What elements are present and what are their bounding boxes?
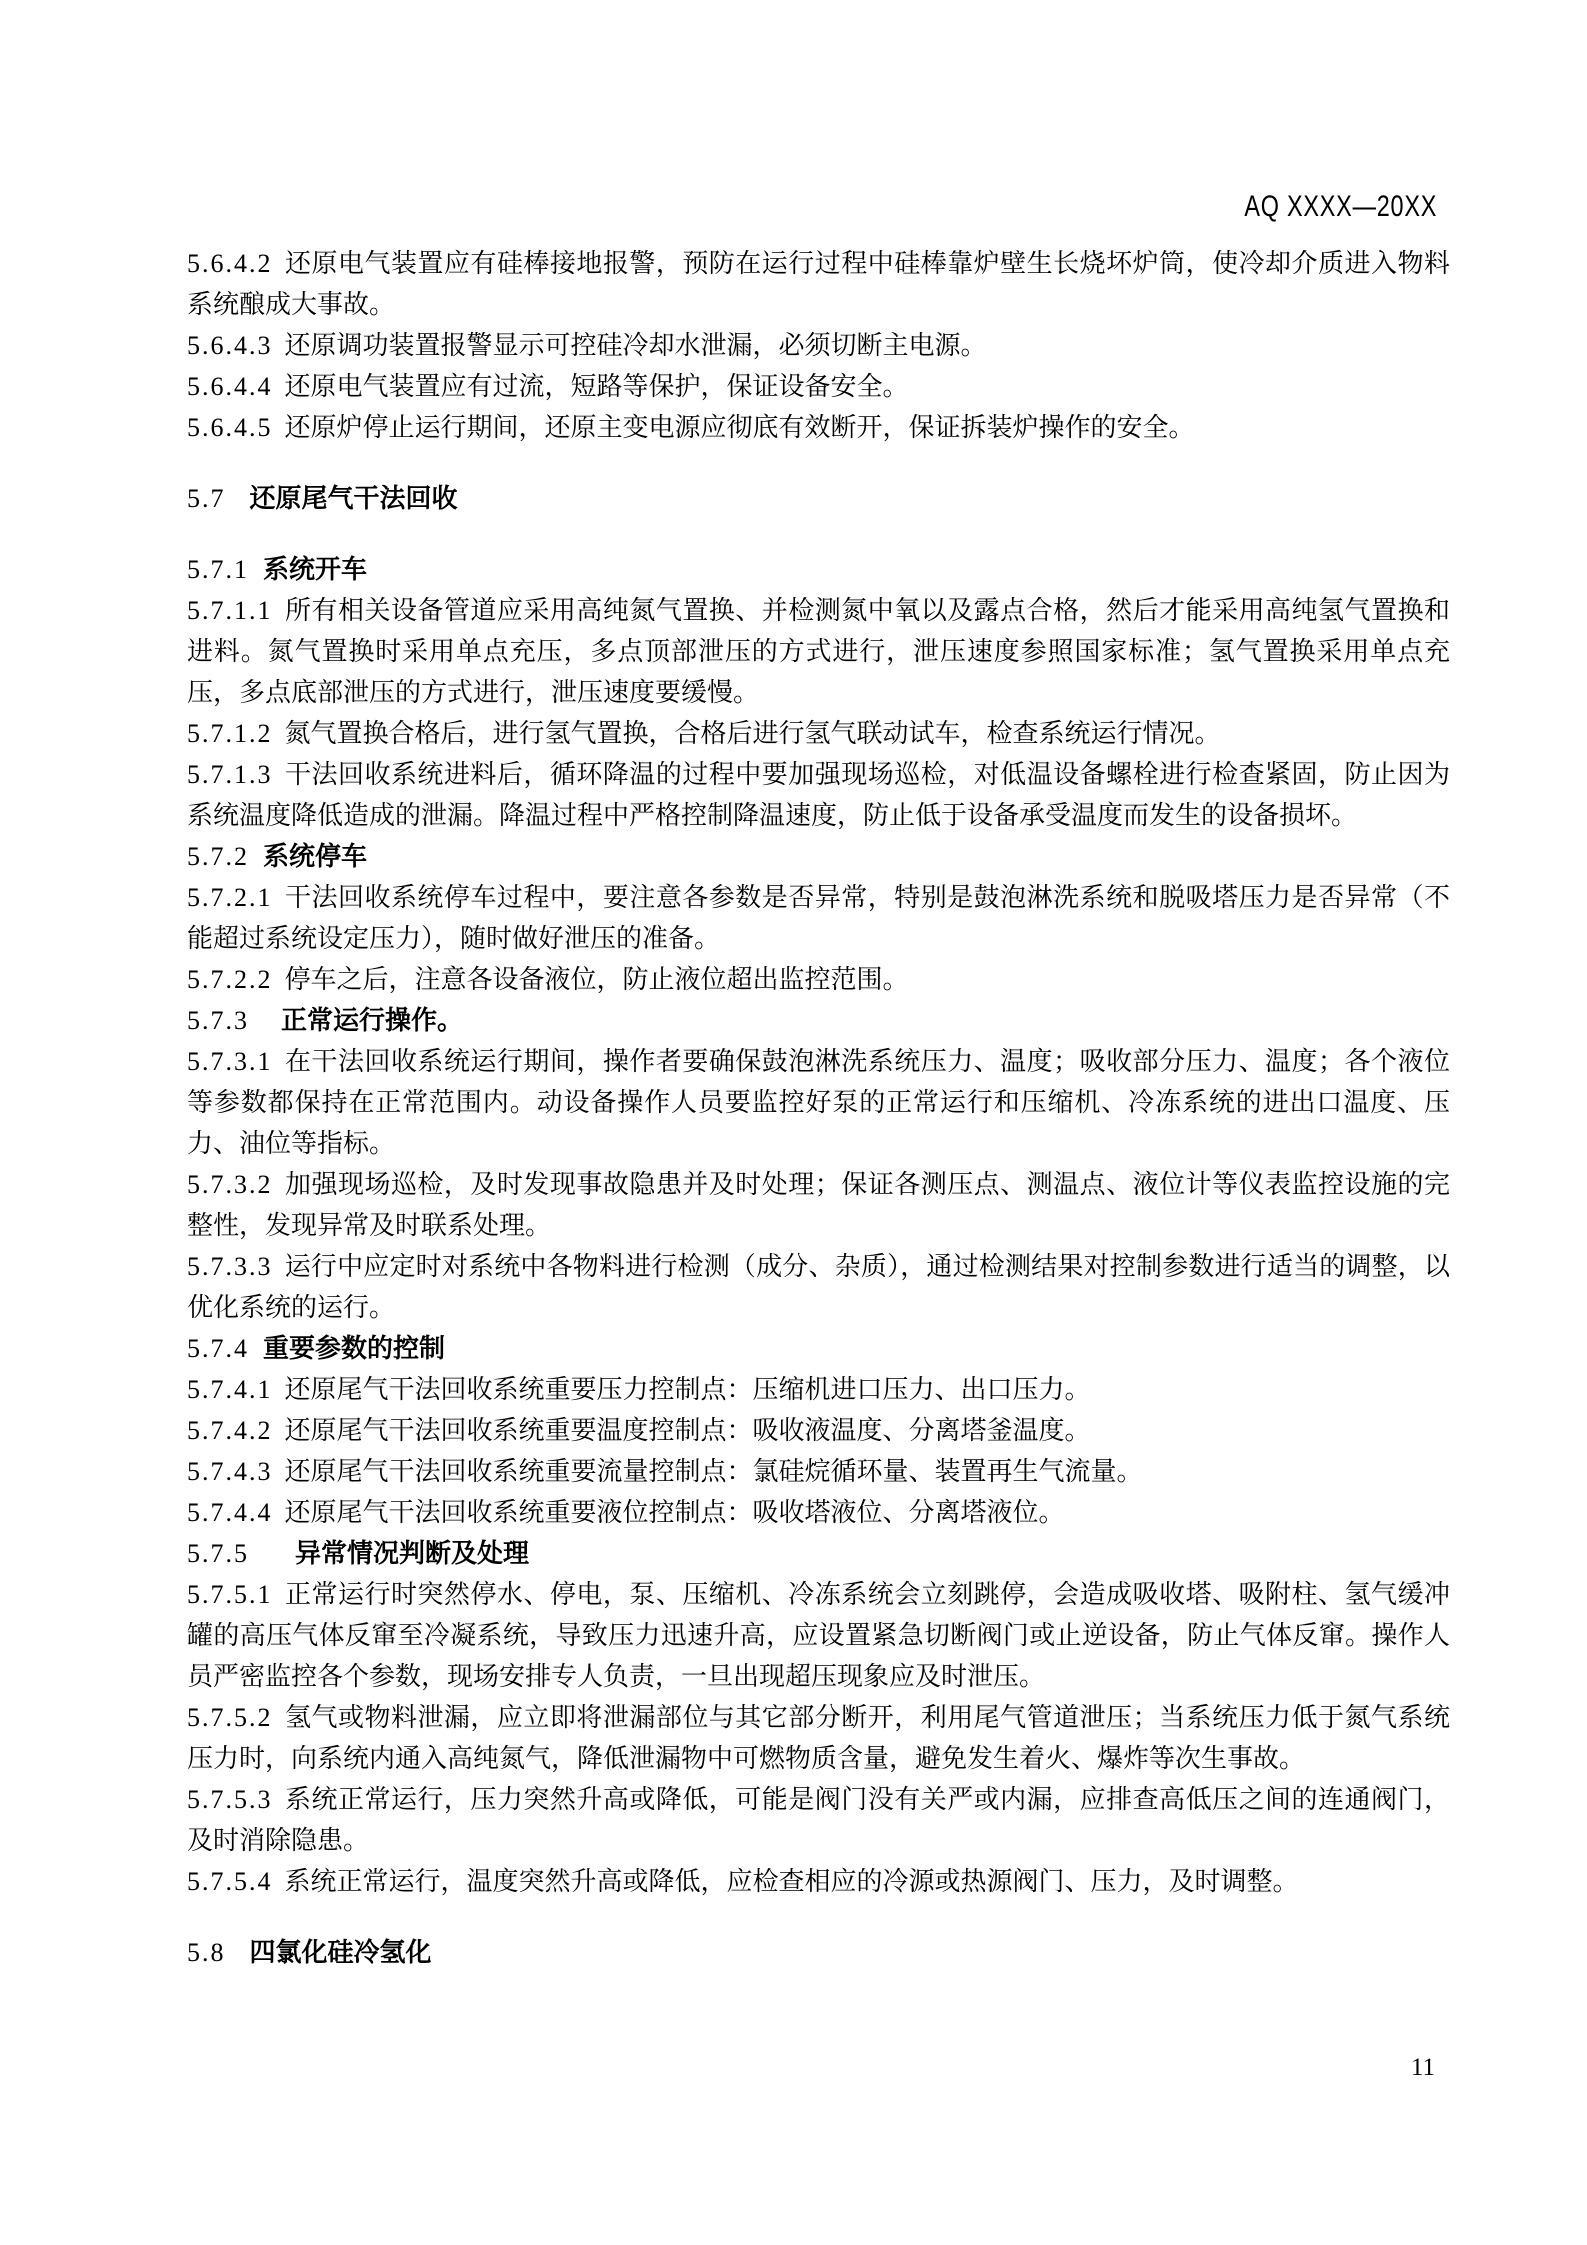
clause-paragraph: [187, 877, 1450, 959]
clause-text: 还原尾气干法回收系统重要流量控制点：氯硅烷循环量、装置再生气流量。: [284, 1457, 1143, 1486]
clause-text: 在干法回收系统运行期间，操作者要确保鼓泡淋洗系统压力、温度；吸收部分压力、温度；各个液位等参数都保持在正常范围内。动设备操作人员要监控好泵的正常运行和压缩机、冷冻系统的进出口温度、压力、油位等指标。: [187, 1047, 1450, 1158]
clause-text: 所有相关设备管道应采用高纯氮气置换、并检测氮中氧以及露点合格，然后才能采用高纯氢气置换和进料。氮气置换时采用单点充压，多点顶部泄压的方式进行，泄压速度参照国家标准；氢气置换采用单点充压，多点底部泄压的方式进行，泄压速度要缓慢。: [187, 596, 1450, 707]
section-heading: [187, 1000, 1450, 1041]
clause-paragraph: [187, 1492, 1450, 1533]
clause-number: 5.7.5.2: [187, 1703, 273, 1732]
clause-paragraph: [187, 1574, 1450, 1697]
clause-number: 5.7.1.2: [187, 719, 273, 748]
clause-number: 5.7.5: [187, 1539, 249, 1568]
clause-paragraph: [187, 1410, 1450, 1451]
clause-number: 5.7.1: [187, 555, 249, 584]
page-header-standard-code: AQ XXXX—20XX: [1244, 190, 1437, 223]
clause-text: 重要参数的控制: [263, 1333, 446, 1363]
section-heading: [187, 1328, 1450, 1369]
clause-paragraph: [187, 1041, 1450, 1164]
clause-text: 运行中应定时对系统中各物料进行检测（成分、杂质），通过检测结果对控制参数进行适当的调整，以优化系统的运行。: [187, 1252, 1450, 1322]
clause-text: 系统正常运行，压力突然升高或降低，可能是阀门没有关严或内漏，应排查高低压之间的连通阀门，及时消除隐患。: [187, 1785, 1450, 1855]
clause-text: 干法回收系统停车过程中，要注意各参数是否异常，特别是鼓泡淋洗系统和脱吸塔压力是否异常（不能超过系统设定压力），随时做好泄压的准备。: [187, 883, 1450, 953]
clause-number: 5.7.5.3: [187, 1785, 273, 1814]
clause-text: 系统正常运行，温度突然升高或降低，应检查相应的冷源或热源阀门、压力，及时调整。: [284, 1867, 1299, 1896]
clause-number: 5.7.5.4: [187, 1867, 273, 1896]
clause-number: 5.7.4.3: [187, 1457, 273, 1486]
clause-text: 还原电气装置应有过流，短路等保护，保证设备安全。: [284, 372, 909, 401]
clause-text: 氮气置换合格后，进行氢气置换，合格后进行氢气联动试车，检查系统运行情况。: [284, 719, 1221, 748]
clause-number: 5.7.4.1: [187, 1375, 273, 1404]
clause-paragraph: [187, 590, 1450, 713]
clause-number: 5.7.4.4: [187, 1498, 273, 1527]
clause-number: 5.7.4: [187, 1334, 249, 1363]
clause-paragraph: [187, 959, 1450, 1000]
clause-paragraph: [187, 243, 1450, 325]
clause-paragraph: [187, 407, 1450, 448]
clause-text: 系统停车: [263, 841, 368, 871]
clause-number: 5.7.5.1: [187, 1580, 273, 1609]
clause-text: 还原尾气干法回收系统重要液位控制点：吸收塔液位、分离塔液位。: [284, 1498, 1065, 1527]
clause-number: 5.6.4.5: [187, 413, 273, 442]
clause-number: 5.6.4.3: [187, 331, 273, 360]
clause-text: 还原电气装置应有硅棒接地报警，预防在运行过程中硅棒靠炉壁生长烧坏炉筒，使冷却介质进入物料系统酿成大事故。: [187, 249, 1450, 319]
clause-text: 还原炉停止运行期间，还原主变电源应彻底有效断开，保证拆装炉操作的安全。: [284, 413, 1195, 442]
clause-paragraph: [187, 1779, 1450, 1861]
clause-paragraph: [187, 713, 1450, 754]
clause-number: 5.7.2.2: [187, 965, 273, 994]
clause-number: 5.7.1.1: [187, 596, 273, 625]
clause-text: 正常运行操作。: [281, 1005, 464, 1035]
clause-text: 异常情况判断及处理: [295, 1538, 530, 1568]
clause-number: 5.7.4.2: [187, 1416, 273, 1445]
section-heading: [187, 836, 1450, 877]
clause-paragraph: [187, 754, 1450, 836]
clause-number: 5.6.4.4: [187, 372, 273, 401]
clause-text: 四氯化硅冷氢化: [249, 1937, 432, 1967]
clause-paragraph: [187, 1164, 1450, 1246]
clause-text: 还原尾气干法回收: [249, 483, 458, 513]
clause-text: 还原调功装置报警显示可控硅冷却水泄漏，必须切断主电源。: [284, 331, 987, 360]
clause-paragraph: [187, 1697, 1450, 1779]
clause-paragraph: [187, 325, 1450, 366]
section-heading: [187, 478, 1450, 519]
clause-paragraph: [187, 366, 1450, 407]
clause-paragraph: [187, 1451, 1450, 1492]
clause-text: 氢气或物料泄漏，应立即将泄漏部位与其它部分断开，利用尾气管道泄压；当系统压力低于氮气系统压力时，向系统内通入高纯氮气，降低泄漏物中可燃物质含量，避免发生着火、爆炸等次生事故。: [187, 1703, 1450, 1773]
clause-text: 正常运行时突然停水、停电，泵、压缩机、冷冻系统会立刻跳停，会造成吸收塔、吸附柱、氢气缓冲罐的高压气体反窜至冷凝系统，导致压力迅速升高，应设置紧急切断阀门或止逆设备，防止气体反窜。操作人员严密监控各个参数，现场安排专人负责，一旦出现超压现象应及时泄压。: [187, 1580, 1450, 1691]
clause-number: 5.7.3: [187, 1006, 249, 1035]
clause-number: 5.7.2.1: [187, 883, 273, 912]
clause-text: 还原尾气干法回收系统重要压力控制点：压缩机进口压力、出口压力。: [284, 1375, 1091, 1404]
section-heading: [187, 1932, 1450, 1973]
clause-text: 系统开车: [263, 554, 368, 584]
clause-number: 5.7: [187, 484, 226, 513]
clause-number: 5.8: [187, 1938, 226, 1967]
page-number: 11: [1410, 2054, 1435, 2081]
section-heading: [187, 1533, 1450, 1574]
clause-number: 5.7.1.3: [187, 760, 273, 789]
clause-number: 5.7.2: [187, 842, 249, 871]
clause-paragraph: [187, 1861, 1450, 1902]
section-heading: [187, 549, 1450, 590]
clause-number: 5.6.4.2: [187, 249, 273, 278]
clause-text: 停车之后，注意各设备液位，防止液位超出监控范围。: [284, 965, 909, 994]
clause-number: 5.7.3.2: [187, 1170, 273, 1199]
clause-text: 干法回收系统进料后，循环降温的过程中要加强现场巡检，对低温设备螺栓进行检查紧固，防止因为系统温度降低造成的泄漏。降温过程中严格控制降温速度，防止低于设备承受温度而发生的设备损坏。: [187, 760, 1450, 830]
clause-text: 加强现场巡检，及时发现事故隐患并及时处理；保证各测压点、测温点、液位计等仪表监控设施的完整性，发现异常及时联系处理。: [187, 1170, 1450, 1240]
clause-paragraph: [187, 1246, 1450, 1328]
clause-text: 还原尾气干法回收系统重要温度控制点：吸收液温度、分离塔釜温度。: [284, 1416, 1091, 1445]
clause-number: 5.7.3.3: [187, 1252, 273, 1281]
document-body: [187, 243, 1450, 1973]
clause-number: 5.7.3.1: [187, 1047, 273, 1076]
clause-paragraph: [187, 1369, 1450, 1410]
